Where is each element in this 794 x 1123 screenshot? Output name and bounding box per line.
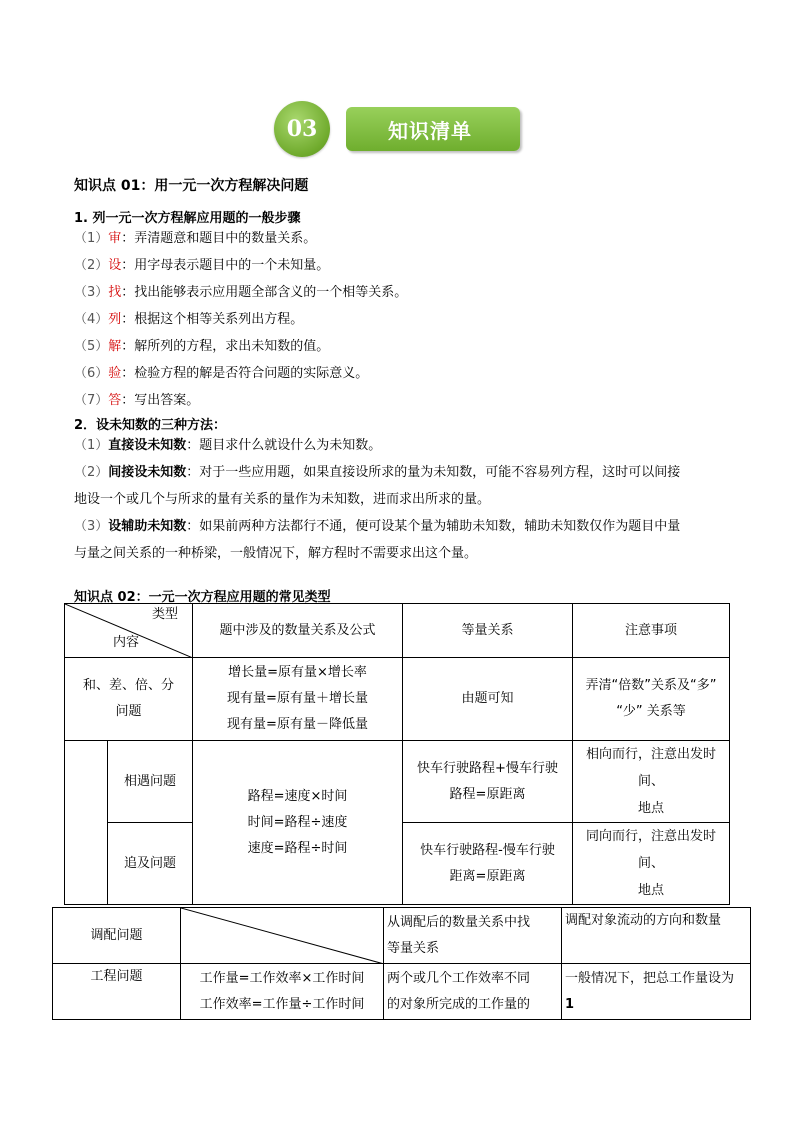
header-relation: 等量关系: [403, 604, 573, 658]
section-number: 03: [286, 116, 318, 142]
method-1: （1）直接设未知数：题目求什么就设什么为未知数。: [74, 438, 382, 453]
diag-label-content: 内容: [113, 635, 140, 650]
type-cell: 追及问题: [108, 823, 193, 905]
method-2-cont: 地设一个或几个与所求的量有关系的量作为未知数，进而求出所求的量。: [74, 492, 491, 507]
header-formulas: 题中涉及的数量关系及公式: [193, 604, 403, 658]
note-cell: 调配对象流动的方向和数量: [562, 908, 751, 964]
method-3-cont: 与量之间关系的一种桥梁，一般情况下，解方程时不需要求出这个量。: [74, 546, 478, 561]
method-3: （3）设辅助未知数：如果前两种方法都行不通，便可设某个量为辅助未知数，辅助未知数仅作为题目中量: [74, 519, 681, 534]
motion-formula-cell: 路程=速度×时间 时间=路程÷速度 速度=路程÷时间: [193, 741, 403, 905]
kp1-sec2-title: 2．设未知数的三种方法：: [74, 418, 227, 433]
type-cell: 工程问题: [53, 964, 181, 1020]
section-number-badge: [274, 101, 330, 157]
types-table: [64, 603, 730, 905]
relation-cell: 两个或几个工作效率不同 的对象所完成的工作量的: [384, 964, 562, 1020]
step-7: （7）答：写出答案。: [74, 393, 200, 408]
method-2: （2）间接设未知数：对于一些应用题，如果直接设所求的量为未知数，可能不容易列方程，这时可以间接: [74, 465, 681, 480]
note-cell: 一般情况下，把总工作量设为 1: [562, 964, 751, 1020]
type-cell: 调配问题: [53, 908, 181, 964]
relation-cell: 快车行驶路程+慢车行驶 路程=原距离: [403, 741, 573, 823]
diagonal-empty-cell: [181, 908, 384, 964]
relation-cell: 由题可知: [403, 658, 573, 741]
step-4: （4）列：根据这个相等关系列出方程。: [74, 312, 304, 327]
note-cell: 弄清“倍数”关系及“多” “少” 关系等: [573, 658, 730, 741]
kp2-title: 知识点 02：一元一次方程应用题的常见类型: [74, 590, 331, 605]
step-5: （5）解：解所列的方程，求出未知数的值。: [74, 339, 330, 354]
diag-label-type: 类型: [151, 607, 178, 622]
motion-group-cell: [65, 741, 108, 905]
relation-cell: 从调配后的数量关系中找 等量关系: [384, 908, 562, 964]
types-table-continued: [52, 907, 751, 1020]
kp1-sec1-title: 1. 列一元一次方程解应用题的一般步骤: [74, 211, 301, 226]
step-3: （3）找：找出能够表示应用题全部含义的一个相等关系。: [74, 285, 408, 300]
note-cell: 相向而行，注意出发时 间、 地点: [573, 741, 730, 823]
note-cell: 同向而行，注意出发时 间、 地点: [573, 823, 730, 905]
table-row: [53, 908, 751, 964]
header-notes: 注意事项: [573, 604, 730, 658]
diagonal-line: [181, 908, 384, 964]
type-cell: 相遇问题: [108, 741, 193, 823]
step-1: （1）审：弄清题意和题目中的数量关系。: [74, 231, 317, 246]
step-2: （2）设：用字母表示题目中的一个未知量。: [74, 258, 330, 273]
table-row: [53, 964, 751, 1020]
type-cell: 和、差、倍、分 问题: [65, 658, 193, 741]
step-6: （6）验：检验方程的解是否符合问题的实际意义。: [74, 366, 369, 381]
section-title: 知识清单: [388, 118, 472, 143]
relation-cell: 快车行驶路程-慢车行驶 距离=原距离: [403, 823, 573, 905]
formula-cell: 增长量=原有量×增长率 现有量=原有量＋增长量 现有量=原有量－降低量: [193, 658, 403, 741]
diagonal-header-cell: [65, 604, 193, 658]
section-title-banner: [346, 107, 520, 151]
table-row: [65, 658, 730, 741]
formula-cell: 工作量=工作效率×工作时间 工作效率=工作量÷工作时间: [181, 964, 384, 1020]
kp1-title: 知识点 01：用一元一次方程解决问题: [74, 178, 309, 194]
table-header-row: [65, 604, 730, 658]
table-row: [65, 741, 730, 823]
